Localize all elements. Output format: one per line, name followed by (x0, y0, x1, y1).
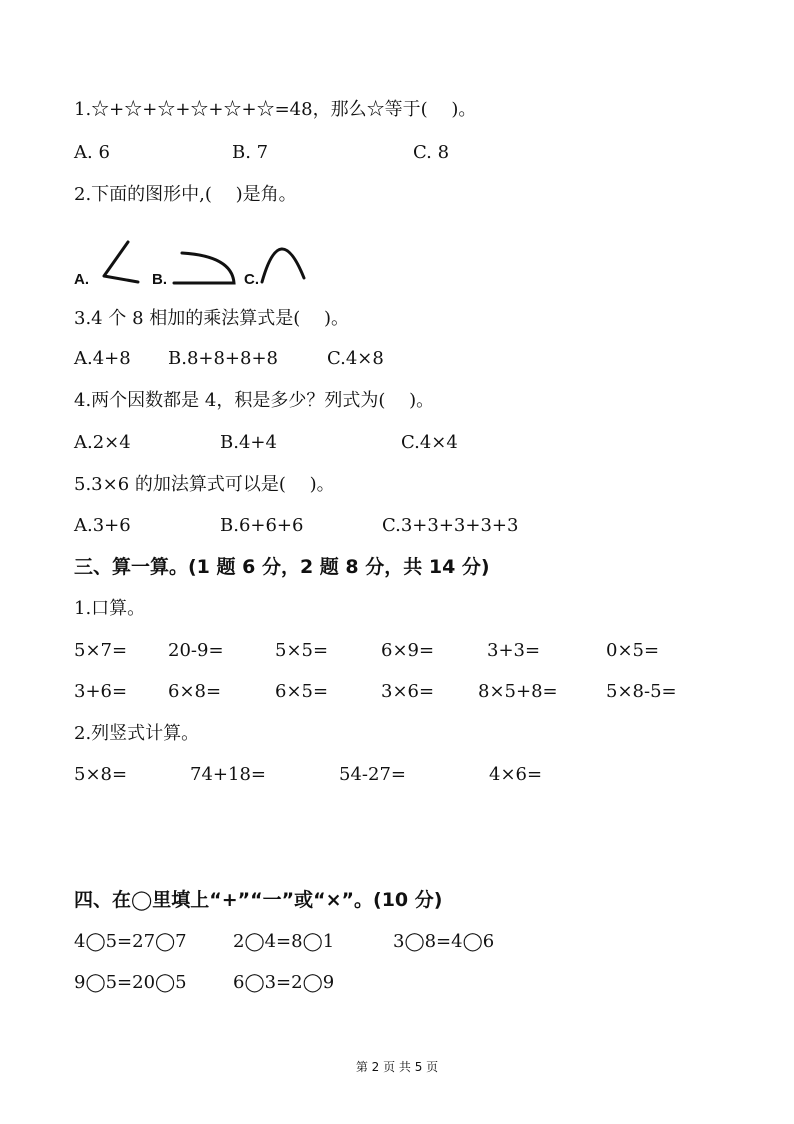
figure-c-label: C. (244, 271, 259, 288)
oral-calc-item: 3×6= (381, 681, 435, 702)
vertical-calc-item: 74+18= (190, 764, 266, 785)
figure-c-curve (244, 249, 304, 288)
fill-operator-item: 6◯3=2◯9 (233, 972, 335, 993)
oral-calc-item: 8×5+8= (478, 681, 558, 702)
question-3-option-c: C.4×8 (327, 348, 384, 369)
fill-operator-item: 9◯5=20◯5 (74, 972, 187, 993)
question-5-option-b: B.6+6+6 (220, 515, 304, 536)
question-3-text: 3.4 个 8 相加的乘法算式是( )。 (74, 308, 350, 329)
oral-calc-item: 3+3= (487, 640, 541, 661)
oral-calc-item: 5×5= (275, 640, 329, 661)
question-2-text: 2.下面的图形中,( )是角。 (74, 184, 297, 205)
figure-a-angle (74, 242, 138, 288)
question-4-option-b: B.4+4 (220, 432, 277, 453)
section-3-title: 三、算一算。(1 题 6 分，2 题 8 分，共 14 分) (74, 556, 490, 578)
question-1-text: 1.☆+☆+☆+☆+☆+☆=48，那么☆等于( )。 (74, 99, 477, 120)
question-3-option-b: B.8+8+8+8 (168, 348, 279, 369)
fill-operator-item: 2◯4=8◯1 (233, 931, 335, 952)
question-1-option-b: B. 7 (232, 142, 269, 163)
question-3-option-a: A.4+8 (74, 348, 131, 369)
question-4-option-c: C.4×4 (401, 432, 458, 453)
part-1-label: 1.口算。 (74, 598, 146, 619)
oral-calc-item: 6×5= (275, 681, 329, 702)
figure-a-label: A. (74, 271, 89, 288)
vertical-calc-item: 5×8= (74, 764, 128, 785)
part-2-label: 2.列竖式计算。 (74, 723, 200, 744)
page-footer: 第 2 页 共 5 页 (355, 1060, 439, 1074)
question-1-option-c: C. 8 (413, 142, 450, 163)
question-1-option-a: A. 6 (74, 142, 110, 163)
vertical-calc-item: 4×6= (489, 764, 543, 785)
question-5-option-a: A.3+6 (74, 515, 131, 536)
figure-b-label: B. (152, 271, 167, 288)
question-5-text: 5.3×6 的加法算式可以是( )。 (74, 474, 335, 495)
angle-figures (74, 226, 324, 288)
oral-calc-item: 5×8-5= (606, 681, 677, 702)
oral-calc-item: 6×8= (168, 681, 222, 702)
fill-operator-item: 4◯5=27◯7 (74, 931, 187, 952)
oral-calc-item: 6×9= (381, 640, 435, 661)
section-4-title: 四、在◯里填上“+”“一”或“×”。(10 分) (74, 889, 443, 911)
figure-b-arc (152, 253, 234, 288)
question-4-text: 4.两个因数都是 4，积是多少？列式为( )。 (74, 390, 435, 411)
oral-calc-item: 5×7= (74, 640, 128, 661)
oral-calc-item: 3+6= (74, 681, 128, 702)
question-4-option-a: A.2×4 (74, 432, 131, 453)
oral-calc-item: 0×5= (606, 640, 660, 661)
fill-operator-item: 3◯8=4◯6 (393, 931, 495, 952)
vertical-calc-item: 54-27= (339, 764, 406, 785)
oral-calc-item: 20-9= (168, 640, 224, 661)
question-5-option-c: C.3+3+3+3+3 (382, 515, 519, 536)
